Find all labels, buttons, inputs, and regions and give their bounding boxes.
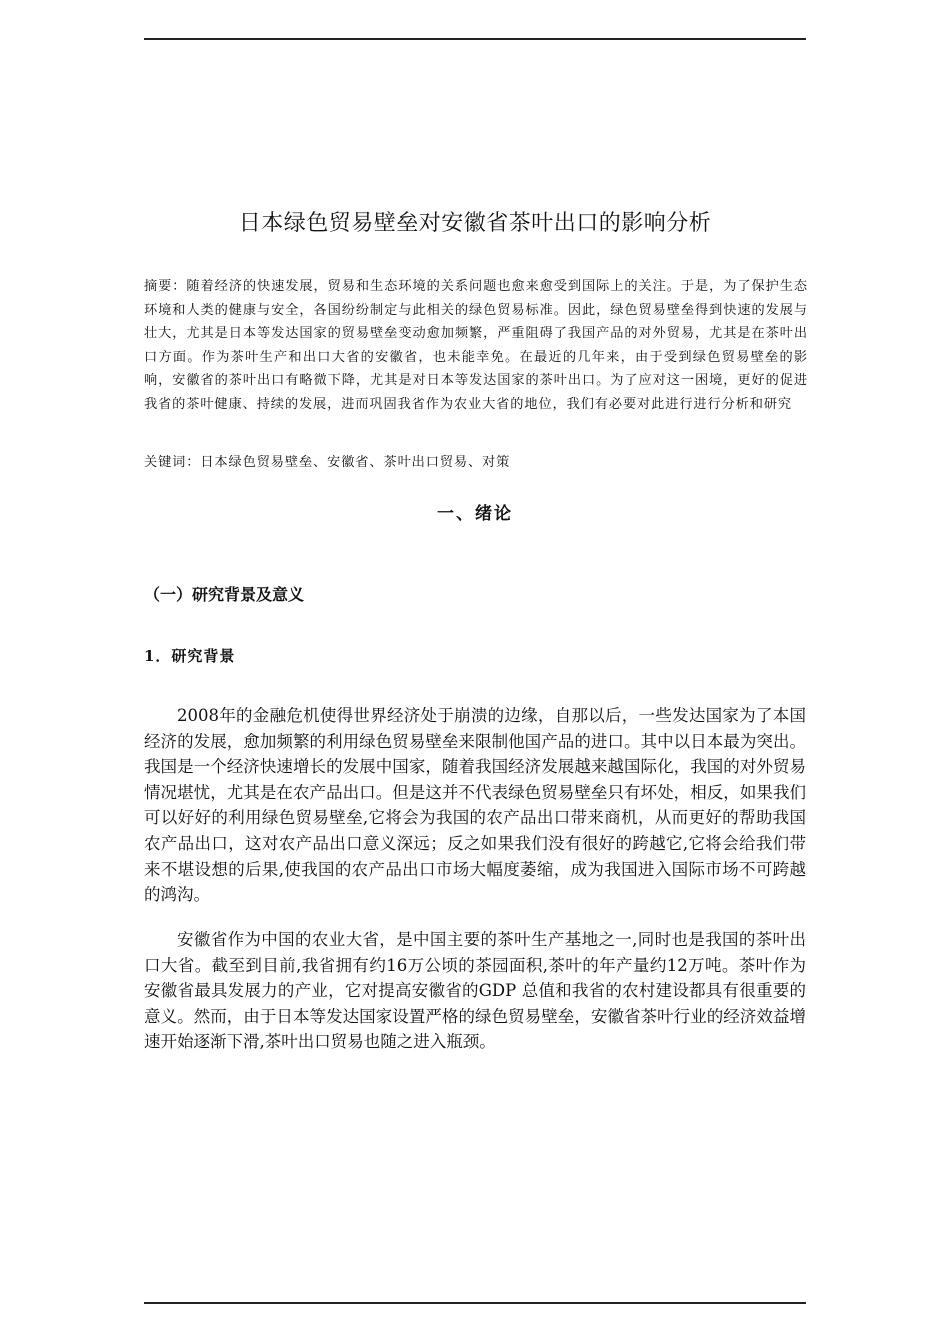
section-heading: 一、绪论 — [437, 504, 513, 524]
body-paragraph: 安徽省作为中国的农业大省，是中国主要的茶叶生产基地之一,同时也是我国的茶叶出口大省。截至到目前,我省拥有约16万公顷的茶园面积,茶叶的年产量约12万吨。茶叶作为安徽省最具发展力的产业，它对提高安徽省的GDP 总值和我省的农村建设都具有很重要的意义。然而，由于日本等发达国家设置严格的绿色贸易壁垒，安徽省茶叶行业的经济效益增速开始逐渐下滑,茶叶出口贸易也随之进入瓶颈。 — [144, 930, 806, 1052]
paper-title: 日本绿色贸易壁垒对安徽省茶叶出口的影响分析 — [238, 211, 712, 236]
subsubsection-heading: 1．研究背景 — [144, 647, 236, 665]
abstract: 摘要：随着经济的快速发展，贸易和生态环境的关系问题也愈来愈受到国际上的关注。于是，为了保护生态环境和人类的健康与安全，各国纷纷制定与此相关的绿色贸易标准。因此，绿色贸易壁垒得到快速的发展与壮大，尤其是日本等发达国家的贸易壁垒变动愈加频繁，严重阻碍了我国产品的对外贸易，尤其是在茶叶出口方面。作为茶叶生产和出口大省的安徽省，也未能幸免。在最近的几年来，由于受到绿色贸易壁垒的影响，安徽省的茶叶出口有略微下降，尤其是对日本等发达国家的茶叶出口。为了应对这一困境，更好的促进我省的茶叶健康、持续的发展，进而巩固我省作为农业大省的地位，我们有必要对此进行进行分析和研究 — [144, 279, 808, 412]
body-paragraph: 2008年的金融危机使得世界经济处于崩溃的边缘，自那以后，一些发达国家为了本国经济的发展，愈加频繁的利用绿色贸易壁垒来限制他国产品的进口。其中以日本最为突出。我国是一个经济快速增长的发展中国家，随着我国经济发展越来越国际化，我国的对外贸易情况堪忧，尤其是在农产品出口。但是这并不代表绿色贸易壁垒只有坏处，相反，如果我们可以好好的利用绿色贸易壁垒,它将会为我国的农产品出口带来商机，从而更好的帮助我国农产品出口，这对农产品出口意义深远；反之如果我们没有很好的跨越它,它将会给我们带来不堪设想的后果,使我国的农产品出口市场大幅度萎缩，成为我国进入国际市场不可跨越的鸿沟。 — [144, 706, 806, 905]
subsection-heading: （一）研究背景及意义 — [144, 585, 305, 604]
header-rule — [144, 38, 806, 40]
keywords: 关键词：日本绿色贸易壁垒、安徽省、茶叶出口贸易、对策 — [144, 455, 511, 470]
footer-rule — [144, 1302, 806, 1304]
